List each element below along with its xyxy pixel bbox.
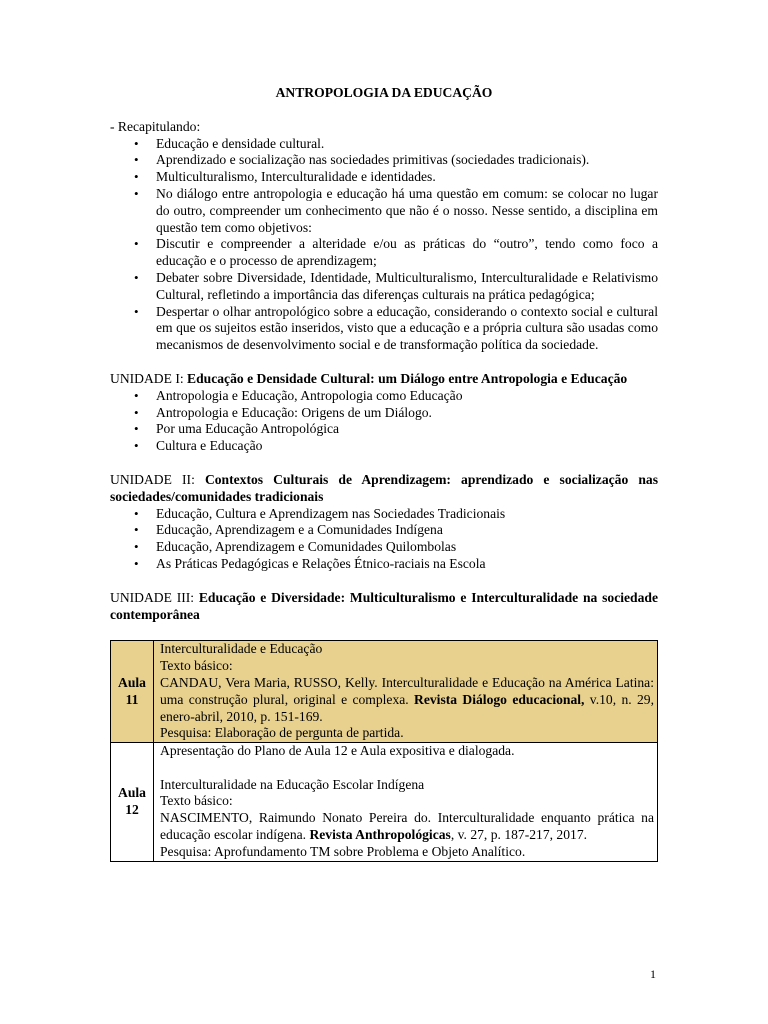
reference-plain: CANDAU, Vera Maria, RUSSO, Kelly. Interculturalidade e Educação na América Latina: uma construção plural, original e complexa. bbox=[160, 674, 654, 707]
lessons-table bbox=[110, 640, 658, 861]
lesson-label: Aula bbox=[118, 674, 146, 690]
list-item: • Por uma Educação Antropológica bbox=[156, 421, 658, 438]
lesson-reference bbox=[160, 810, 654, 844]
lesson-research: Pesquisa: Elaboração de pergunta de partida. bbox=[160, 725, 404, 741]
list-item: • Aprendizado e socialização nas sociedades primitivas (sociedades tradicionais). bbox=[156, 152, 658, 169]
lesson-number: 11 bbox=[125, 691, 139, 707]
unit-1-heading bbox=[110, 371, 658, 388]
lesson-label: Aula bbox=[118, 785, 146, 801]
list-item: • Antropologia e Educação: Origens de um Diálogo. bbox=[156, 405, 658, 422]
list-item: • Cultura e Educação bbox=[156, 438, 658, 455]
list-item: • Educação, Aprendizagem e a Comunidades Indígena bbox=[156, 522, 658, 539]
reference-plain: NASCIMENTO, Raimundo Nonato Pereira do. Interculturalidade enquanto prática na educação escolar indígena. bbox=[160, 810, 654, 843]
table-row bbox=[111, 641, 658, 743]
unit-1-list bbox=[110, 388, 658, 455]
lesson-number: 12 bbox=[125, 801, 139, 817]
lesson-content-cell bbox=[154, 743, 658, 862]
list-item: • Discutir e compreender a alteridade e/ou as práticas do “outro”, tendo como foco a educação e o processo de aprendizagem; bbox=[156, 236, 658, 270]
unit-prefix: UNIDADE I: bbox=[110, 370, 188, 386]
list-item: • Educação, Cultura e Aprendizagem nas Sociedades Tradicionais bbox=[156, 506, 658, 523]
unit-title: Contextos Culturais de Aprendizagem: aprendizado e socialização nas sociedades/comunidades tradicionais bbox=[110, 471, 658, 504]
lesson-text-label: Texto básico: bbox=[160, 793, 233, 809]
unit-title-part: Educação e bbox=[198, 589, 272, 605]
reference-journal: Revista Anthropológicas bbox=[309, 827, 451, 843]
lesson-text-label: Texto básico: bbox=[160, 658, 233, 674]
unit-2-list bbox=[110, 506, 658, 573]
spacer bbox=[160, 760, 654, 777]
unit-3-heading bbox=[110, 590, 658, 624]
unit-title-part: Diversidade: Multiculturalismo e Interculturalidade na sociedade contemporânea bbox=[110, 589, 658, 622]
document-page bbox=[110, 85, 658, 862]
lesson-reference bbox=[160, 675, 654, 725]
reference-tail: v.10, n. 29, enero-abril, 2010, p. 151-169. bbox=[160, 691, 654, 724]
lesson-intro: Apresentação do Plano de Aula 12 e Aula expositiva e dialogada. bbox=[160, 743, 515, 759]
list-item: • Antropologia e Educação, Antropologia como Educação bbox=[156, 388, 658, 405]
lesson-label-cell bbox=[111, 743, 154, 862]
list-item: • No diálogo entre antropologia e educação há uma questão em comum: se colocar no lugar do outro, compreender um conhecimento que não é o nosso. Nesse sentido, a disciplina em questão tem como objetivos: bbox=[156, 186, 658, 236]
lesson-topic: Interculturalidade na Educação Escolar Indígena bbox=[160, 776, 425, 792]
reference-tail: , v. 27, p. 187-217, 2017. bbox=[450, 827, 588, 843]
lesson-label-cell bbox=[111, 641, 154, 743]
intro-list bbox=[110, 136, 658, 354]
unit-prefix: UNIDADE II: bbox=[110, 471, 205, 487]
page-number: 1 bbox=[650, 967, 656, 981]
unit-2-heading bbox=[110, 472, 658, 506]
table-row bbox=[111, 743, 658, 862]
intro-heading: - Recapitulando: bbox=[110, 118, 201, 134]
lesson-research: Pesquisa: Aprofundamento TM sobre Problema e Objeto Analítico. bbox=[160, 843, 526, 859]
document-title: ANTROPOLOGIA DA EDUCAÇÃO bbox=[275, 85, 493, 100]
reference-journal: Revista Diálogo educacional, bbox=[414, 691, 585, 707]
list-item: • Educação e densidade cultural. bbox=[156, 136, 658, 153]
lesson-content-cell bbox=[154, 641, 658, 743]
list-item: • Debater sobre Diversidade, Identidade, Multiculturalismo, Interculturalidade e Relativismo Cultural, refletindo a importância das diferenças culturais na prática pedagógica; bbox=[156, 270, 658, 304]
lesson-topic: Interculturalidade e Educação bbox=[160, 641, 323, 657]
unit-prefix: UNIDADE III: bbox=[110, 589, 199, 605]
list-item: • Despertar o olhar antropológico sobre a educação, considerando o contexto social e cultural em que os sujeitos estão inseridos, visto que a educação e a própria cultura são usadas como mecanismos de desenvolvimento social e de transformação política da sociedade. bbox=[156, 304, 658, 354]
list-item: • Multiculturalismo, Interculturalidade e identidades. bbox=[156, 169, 658, 186]
list-item: • Educação, Aprendizagem e Comunidades Quilombolas bbox=[156, 539, 658, 556]
list-item: • As Práticas Pedagógicas e Relações Étnico-raciais na Escola bbox=[156, 556, 658, 573]
unit-title: Educação e Densidade Cultural: um Diálogo entre Antropologia e Educação bbox=[187, 370, 628, 386]
